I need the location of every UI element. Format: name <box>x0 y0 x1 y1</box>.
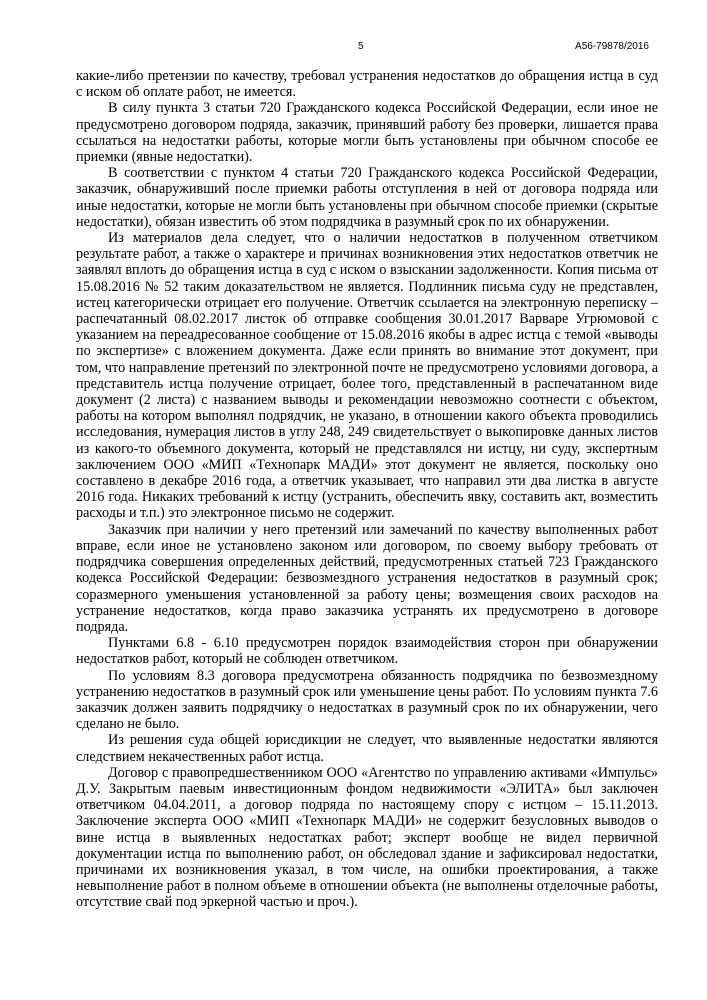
page-number: 5 <box>358 41 364 52</box>
case-number: А56-79878/2016 <box>575 41 649 52</box>
paragraph-continuation: какие-либо претензии по качеству, требовал устранения недостатков до обращения истца в суд с иском об оплате работ, не имеется. <box>76 68 658 101</box>
paragraph-contract-history: Договор с правопредшественником ООО «Агентство по управлению активами «Импульс» Д.У. Закрытым паевым инвестиционным фондом недвижимости «ЭЛИТА» был заключен ответчиком 04.04.2011, а договор подряда по настоящему спору с истцом – 15.11.2013. Заключение эксперта ООО «МИП «Технопарк МАДИ» не содержит безусловных выводов о вине истца в выявленных недостатках работ; эксперт вообще не видел первичной документации истца по выполнению работ, он обследовал здание и зафиксировал недостатки, причинами их возникновения указал, в том числе, на ошибки проектирования, а также невыполнение работ в полном объеме в отношении объекта (не выполнены отделочные работы, отсутствие свай под эркерной частью и проч.). <box>76 764 658 911</box>
paragraph-article-720-4: В соответствии с пунктом 4 статьи 720 Гражданского кодекса Российской Федерации, заказчик, обнаруживший после приемки работы отступления в ней от договора подряда или иные недостатки, которые не могли быть установлены при обычном способе приемки (скрытые недостатки), обязан известить об этом подрядчика в разумный срок по их обнаружении. <box>76 165 658 230</box>
paragraph-clause-8-3: По условиям 8.3 договора предусмотрена обязанность подрядчика по безвозмездному устранению недостатков в разумный срок или уменьшение цены работ. По условиям пункта 7.6 заказчик должен заявить подрядчику о недостатках в разумный срок по их обнаружении, чего сделано не было. <box>76 667 658 733</box>
paragraph-customer-claims: Заказчик при наличии у него претензий или замечаний по качеству выполненных работ вправе, если иное не установлено законом или договором, по своему выбору требовать от подрядчика совершения определенных действий, предусмотренных статьей 723 Гражданского кодекса Российской Федерации: безвозмездного устранения недостатков в разумный срок; соразмерного уменьшения установленной за работу цены; возмещения своих расходов на устранение недостатков, когда право заказчика устранять их предусмотрено в договоре подряда. <box>76 521 658 635</box>
document-body <box>76 68 658 911</box>
paragraph-article-720-3: В силу пункта 3 статьи 720 Гражданского кодекса Российской Федерации, если иное не предусмотрено договором подряда, заказчик, принявший работу без проверки, лишается права ссылаться на недостатки работы, которые могли быть установлены при обычном способе ее приемки (явные недостатки). <box>76 100 658 166</box>
paragraph-court-decision: Из решения суда общей юрисдикции не следует, что выявленные недостатки являются следствием некачественных работ истца. <box>76 732 658 765</box>
paragraph-clauses-6-8-6-10: Пунктами 6.8 - 6.10 предусмотрен порядок взаимодействия сторон при обнаружении недостатков работ, который не соблюден ответчиком. <box>76 635 658 668</box>
paragraph-case-materials: Из материалов дела следует, что о наличии недостатков в полученном ответчиком результате работ, а также о характере и причинах возникновения этих недостатков ответчик не заявлял вплоть до обращения истца в суд с иском о взыскании задолженности. Копия письма от 15.08.2016 № 52 таким доказательством не является. Подлинник письма суду не представлен, истец категорически отрицает его получение. Ответчик ссылается на электронную переписку – распечатанный 08.02.2017 листок об отправке сообщения 30.01.2017 Варваре Угрюмовой с указанием на переадресованное сообщение от 15.08.2016 якобы в адрес истца с темой «выводы по экспертизе» с вложением документа. Даже если принять во внимание этот документ, при том, что направление претензий по электронной почте не предусмотрено условиями договора, а представитель истца получение отрицает, более того, представленный в распечатанном виде документ (2 листа) с названием выводы и рекомендации невозможно соотнести с объектом, работы на котором выполнял подрядчик, не указано, в отношении какого объекта проводились исследования, нумерация листов в углу 248, 249 свидетельствует о выкопировке данных листов из какого-то объемного документа, который не представлялся ни истцу, ни суду, экспертным заключением ООО «МИП «Технопарк МАДИ» этот документ не является, поскольку оно составлено в декабре 2016 года, а ответчик указывает, что направил эти два листка в августе 2016 года. Никаких требований к истцу (устранить, обеспечить явку, составить акт, возместить расходы и т.п.) это электронное письмо не содержит. <box>76 230 658 522</box>
